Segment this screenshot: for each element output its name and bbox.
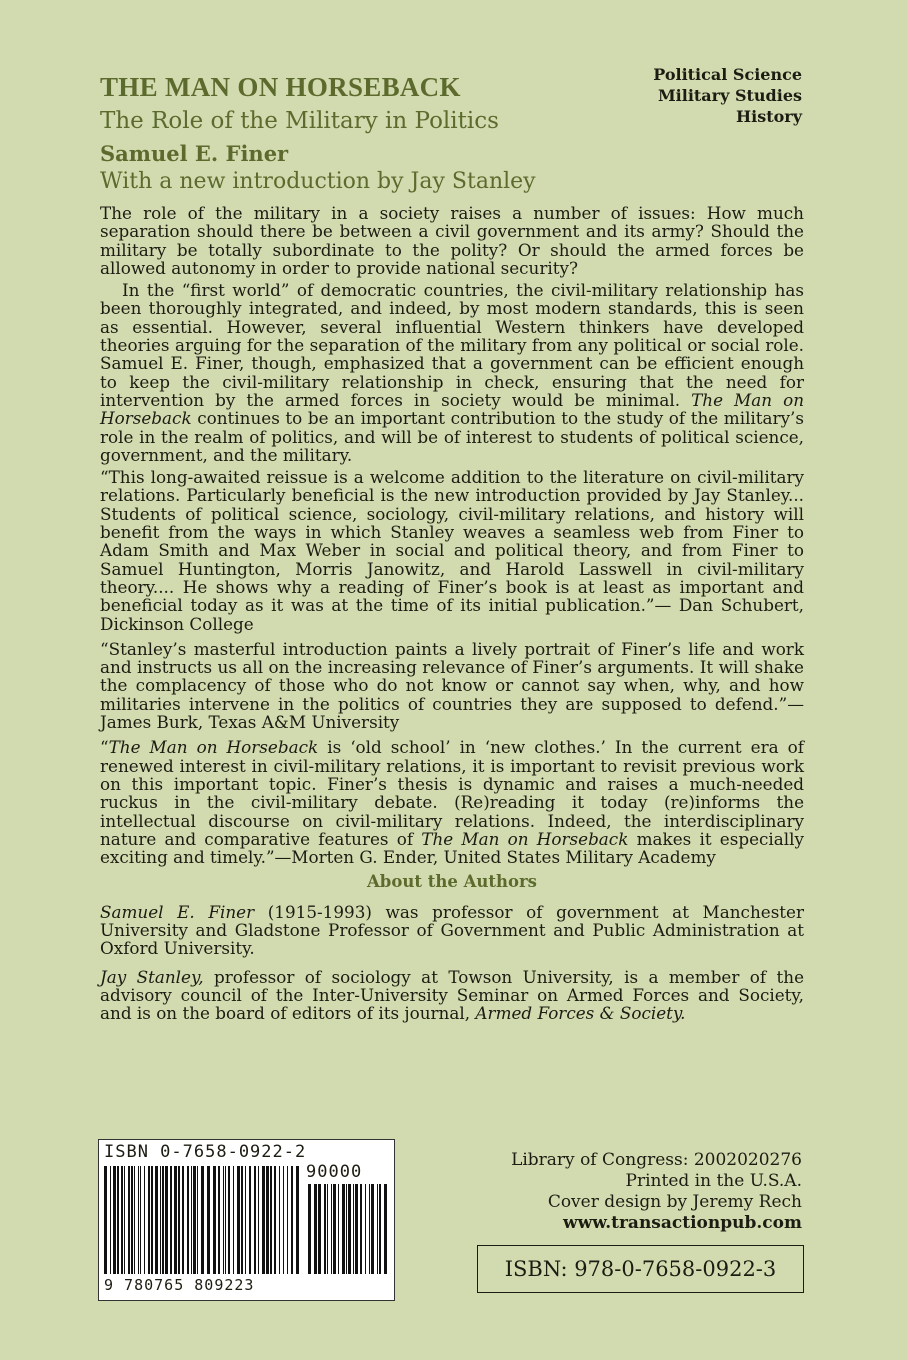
barcode-bar	[148, 1166, 150, 1274]
barcode-bar	[104, 1166, 107, 1274]
barcode-bar	[254, 1166, 256, 1274]
barcode-bar	[324, 1184, 326, 1274]
barcode-bar	[249, 1166, 251, 1274]
barcode-bar	[121, 1166, 123, 1274]
barcode-bar	[274, 1166, 276, 1274]
barcode-bar	[191, 1166, 192, 1274]
publisher-url[interactable]: www.transactionpub.com	[563, 1213, 802, 1233]
barcode-bar	[384, 1184, 387, 1274]
barcode-bar	[117, 1166, 119, 1274]
barcode-bar	[207, 1166, 210, 1274]
barcode-bar	[233, 1166, 234, 1274]
barcode-bar	[228, 1166, 230, 1274]
barcode-bar	[193, 1166, 196, 1274]
author-bio: Jay Stanley, professor of sociology at Towson University, is a member of the advisory council of the Inter-University Seminar on Armed Forces and Society, and is on the board of editors of its journal, Armed Forces & Society.	[100, 966, 805, 1024]
book-subtitle: The Role of the Military in Politics	[100, 108, 499, 134]
barcode-bar	[379, 1184, 381, 1274]
barcode-bar	[266, 1166, 269, 1274]
barcode-bar	[128, 1166, 130, 1274]
barcode-bar	[138, 1166, 139, 1274]
barcode-bar	[331, 1184, 332, 1274]
barcode-bar	[327, 1184, 328, 1274]
barcode-bar	[160, 1166, 161, 1274]
barcode-bar	[318, 1184, 321, 1274]
barcode-bar	[241, 1166, 243, 1274]
book-author: Samuel E. Finer	[100, 141, 289, 166]
barcode-bar	[237, 1166, 240, 1274]
barcode-bar	[187, 1166, 189, 1274]
printed-in: Printed in the U.S.A.	[625, 1171, 802, 1191]
barcode-bar	[270, 1166, 272, 1274]
barcode-bar	[134, 1166, 135, 1274]
barcode-bar	[144, 1166, 145, 1274]
about-authors-heading: About the Authors	[367, 872, 537, 892]
barcode-bar	[346, 1184, 347, 1274]
review-quote: “Stanley’s masterful introduction paints a lively portrait of Finer’s life and work and instructs us all on the increasing relevance of Finer’s arguments. It will shake the complacency of those who do not know or cannot say when, why, and how militaries intervene in the politics of countries they are supposed to defend.”—James Burk, Texas A&M University	[100, 638, 804, 733]
barcode-bar	[225, 1166, 226, 1274]
barcode-bar	[355, 1184, 358, 1274]
barcode-bar	[223, 1166, 224, 1274]
barcode-bar	[197, 1166, 198, 1274]
cover-design-credit: Cover design by Jeremy Rech	[547, 1192, 802, 1212]
barcode-bar	[279, 1166, 280, 1274]
barcode-bar	[170, 1166, 172, 1274]
category-label: Military Studies	[657, 86, 802, 105]
barcode-bar	[365, 1184, 366, 1274]
barcode-bar	[308, 1184, 311, 1274]
barcode-bar	[151, 1166, 153, 1274]
barcode-bar	[245, 1166, 246, 1274]
barcode-bar	[124, 1166, 125, 1274]
barcode-bar	[201, 1166, 204, 1274]
book-title: THE MAN ON HORSEBACK	[100, 72, 461, 102]
barcode-bar	[377, 1184, 378, 1274]
barcode-bar	[165, 1166, 168, 1274]
barcode-bar	[296, 1166, 299, 1274]
barcode-bar	[314, 1184, 317, 1274]
barcode-bar	[291, 1166, 293, 1274]
barcode-bar	[353, 1184, 354, 1274]
barcode-bar	[131, 1166, 133, 1274]
barcode-bar	[174, 1166, 177, 1274]
category-label: History	[736, 107, 802, 126]
barcode-bar	[213, 1166, 216, 1274]
barcode-bar	[178, 1166, 180, 1274]
description-paragraph: The role of the military in a society raises a number of issues: How much separation should there be between a civil government and its army? Should the military be totally subordinate to the polity? Or should the armed forces be allowed autonomy in order to provide national security?	[100, 203, 804, 278]
subject-categories	[653, 64, 802, 127]
back-cover-body	[100, 204, 804, 1032]
library-of-congress: Library of Congress: 2002020276	[511, 1150, 802, 1170]
barcode-bar	[369, 1184, 370, 1274]
barcode-bar	[333, 1184, 336, 1274]
barcode-digits: 9 780765 809223	[104, 1276, 255, 1294]
review-quote: “This long-awaited reissue is a welcome addition to the literature on civil-military relations. Particularly beneficial is the new introduction provided by Jay Stanley... Students of political science, sociology, civil-military relations, and history will benefit from the ways in which Stanley weaves a seamless web from Finer to Adam Smith and Max Weber in social and political theory, and from Finer to Samuel Huntington, Morris Janowitz, and Harold Lasswell in civil-military theory.... He shows why a reading of Finer’s book is at least as important and beneficial today as it was at the time of its initial publication.”— Dan Schubert, Dickinson College	[100, 467, 804, 634]
isbn13-box: ISBN: 978-0-7658-0922-3	[477, 1245, 804, 1293]
barcode-bar	[113, 1166, 116, 1274]
barcode-bar	[258, 1166, 259, 1274]
barcode-bar	[218, 1166, 220, 1274]
barcode-bar	[155, 1166, 158, 1274]
barcode-bar	[283, 1166, 284, 1274]
barcode-bar	[182, 1166, 184, 1274]
review-quote: “The Man on Horseback is ‘old school’ in ‘new clothes.’ In the current era of renewed interest in civil-military relations, it is important to revisit previous work on this important topic. Finer’s thesis is dynamic and raises a much-needed ruckus in the civil-military debate. (Re)reading it today (re)informs the intellectual discourse on civil-military relations. Indeed, the interdisciplinary nature and comparative features of The Man on Horseback makes it especially exciting and timely.”—Morten G. Ender, United States Military Academy	[100, 737, 804, 868]
barcode-price-code: 90000	[306, 1162, 363, 1182]
barcode-bar	[360, 1184, 362, 1274]
introduction-credit: With a new introduction by Jay Stanley	[100, 169, 536, 194]
description-paragraph: In the “first world” of democratic countries, the civil-military relationship has been thoroughly integrated, and indeed, by most modern standards, this is seen as essential. However, several influential Western thinkers have developed theories arguing for the separation of the military from any political or social role. Samuel E. Finer, though, emphasized that a government can be efficient enough to keep the civil-military relationship in check, ensuring that the need for intervention by the armed forces in society would be minimal. The Man on Horseback continues to be an important contribution to the study of the military’s role in the realm of politics, and will be of interest to students of political science, government, and the military.	[100, 280, 804, 465]
barcode-bar	[262, 1166, 265, 1274]
barcode-bar	[162, 1166, 164, 1274]
publisher-info	[511, 1150, 802, 1234]
barcode-supplement-bars	[308, 1184, 388, 1274]
barcode-bar	[371, 1184, 374, 1274]
barcode-bar	[338, 1184, 339, 1274]
category-label: Political Science	[653, 65, 802, 84]
barcode-isbn10: ISBN 0-7658-0922-2	[104, 1142, 307, 1162]
author-bio: Samuel E. Finer (1915-1993) was professor of government at Manchester University and Gladstone Professor of Government and Public Administration at Oxford University.	[100, 901, 804, 959]
barcode-bar	[287, 1166, 288, 1274]
barcode-bar	[342, 1184, 345, 1274]
barcode-bar	[140, 1166, 141, 1274]
barcode-bar	[110, 1166, 111, 1274]
barcode-bars	[104, 1166, 300, 1274]
barcode-bar	[348, 1184, 351, 1274]
